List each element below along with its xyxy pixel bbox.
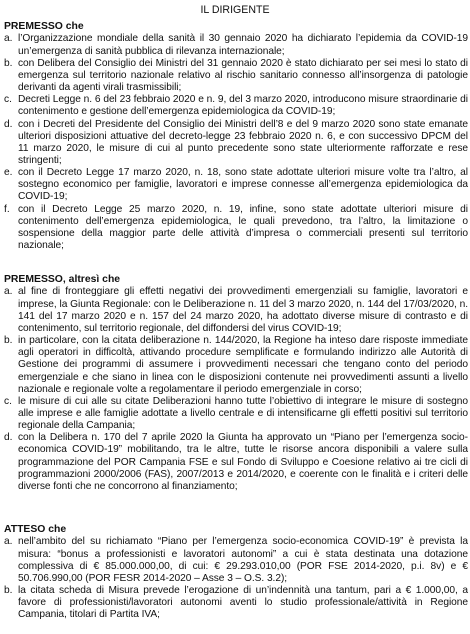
list-item-text: le misure di cui alle su citate Deliberazioni hanno tutte l’obiettivo di integrare le misure di sostegno alle imprese e alle famiglie adottate a livello centrale e di intensificarne gli effetti positivi sul territorio regionale della Campania; bbox=[18, 395, 468, 432]
section-heading: PREMESSO che bbox=[4, 21, 84, 32]
list-marker: c. bbox=[4, 395, 12, 407]
list-item-text: con i Decreti del Presidente del Consiglio dei Ministri dell’8 e del 9 marzo 2020 sono state emanate ulteriori disposizioni attuative del decreto-legge 23 febbraio 2020 n. 6, e con successivo DPCM del 11 marzo 2020, le misure di cui al punto precedente sono state ulteriormente rafforzate e rese stringenti; bbox=[18, 118, 468, 166]
list-marker: c. bbox=[4, 94, 12, 106]
list-marker: f. bbox=[4, 203, 10, 215]
list-item bbox=[4, 585, 468, 621]
list-item-text: in particolare, con la citata deliberazione n. 144/2020, la Regione ha inteso dare risposte immediate agli operatori in difficoltà, attivando procedure semplificate e formulando indirizzo alle Autorità di Gestione dei programmi di assumere i provvedimenti necessari che tengano conto del periodo emergenziale e che siano in linea con le disposizioni contenute nei provvedimenti assunti a livello nazionale e regionale volte a regolamentare il periodo emergenziale in corso; bbox=[18, 335, 468, 395]
list-item-text: la citata scheda di Misura prevede l’erogazione di un’indennità una tantum, pari a € 1.000,00, a favore di professionisti/lavoratori autonomi aventi lo studio professionale/attività in Regione Campania, titolari di Partita IVA; bbox=[18, 585, 468, 621]
list-item bbox=[4, 286, 468, 335]
list-marker: a. bbox=[4, 286, 13, 298]
list-item-text: con il Decreto Legge 25 marzo 2020, n. 19, infine, sono state adottate ulteriori misure di contenimento dell’emergenza epidemiologica, le quali prevedono, tra l’altro, la limitazione o sospensione della maggior parte delle attività d’impresa o commerciali presenti sul territorio nazionale; bbox=[18, 203, 468, 252]
list-item-text: con Delibera del Consiglio dei Ministri del 31 gennaio 2020 è stato dichiarato per sei mesi lo stato di emergenza sul territorio nazionale relativo al rischio sanitario connesso all’insorgenza di patologie derivanti da agenti virali trasmissibili; bbox=[18, 57, 468, 94]
list-item bbox=[4, 33, 468, 57]
section-premesso bbox=[4, 21, 468, 252]
list-marker: b. bbox=[4, 585, 13, 597]
list-marker: b. bbox=[4, 57, 13, 69]
document-title: IL DIRIGENTE bbox=[200, 4, 270, 16]
list-item bbox=[4, 58, 468, 94]
list-marker: e. bbox=[4, 167, 13, 179]
list-item bbox=[4, 396, 468, 432]
list-item bbox=[4, 119, 468, 168]
list-item-text: al fine di fronteggiare gli effetti negativi dei provvedimenti emergenziali su famiglie, lavoratori e imprese, la Giunta Regionale: con le Deliberazione n. 11 del 3 marzo 2020, n. 144 del 17/03/2020, n. 141 del 17 marzo 2020 e n. 157 del 24 marzo 2020, ha adottato diverse misure di contrasto e di contenimento, sul territorio regionale, del diffondersi del virus COVID-19; bbox=[18, 286, 468, 334]
list-item bbox=[4, 167, 468, 203]
section-premesso-altresi bbox=[4, 274, 468, 493]
list-item-text: con la Delibera n. 170 del 7 aprile 2020 la Giunta ha approvato un “Piano per l’emergenza socio-economica COVID-19” mobilitando, tra le altre, tutte le risorse ancora disponibili a valere sulla programmazione del POR Campania FSE e sul Fondo di Sviluppo e Coesione relativo ai tre cicli di programmazioni 2000/2006 (FAS), 2007/2013 e 2014/2020, e coerente con le finalità e i criteri delle diverse fonti che ne concorrono al finanziamento; bbox=[18, 432, 468, 492]
list-item-text: nell’ambito del su richiamato “Piano per l’emergenza socio-economica COVID-19” è prevista la misura: “bonus a professionisti e lavoratori autonomi” a cui è stata destinata una dotazione complessiva di € 85.000.000,00, di cui: € 29.293.010,00 (POR FSE 2014-2020, p.i. 8v) e € 50.706.990,00 (POR FESR 2014-2020 – Asse 3 – O.S. 3.2); bbox=[18, 536, 468, 584]
list-item-text: Decreti Legge n. 6 del 23 febbraio 2020 e n. 9, del 3 marzo 2020, introducono misure straordinarie di contenimento e gestione dell’emergenza epidemiologica da COVID-19; bbox=[18, 94, 468, 118]
list-marker: a. bbox=[4, 536, 13, 548]
section-heading: ATTESO che bbox=[4, 524, 67, 535]
section-heading: PREMESSO, altresì che bbox=[4, 274, 121, 285]
list-item bbox=[4, 204, 468, 253]
list-marker: b. bbox=[4, 335, 13, 347]
list-item-text: con il Decreto Legge 17 marzo 2020, n. 18, sono state adottate ulteriori misure volte tra l’altro, al sostegno economico per famiglie, lavoratori e imprese connesse all’emergenza epidemiologica da COVID-19; bbox=[18, 167, 468, 203]
list-item bbox=[4, 94, 468, 118]
list-item bbox=[4, 335, 468, 396]
list-marker: d. bbox=[4, 118, 13, 130]
list-item bbox=[4, 536, 468, 585]
list-marker: d. bbox=[4, 432, 13, 444]
list-marker: a. bbox=[4, 33, 13, 45]
list-item-text: l’Organizzazione mondiale della sanità il 30 gennaio 2020 ha dichiarato l’epidemia da COVID-19 un’emergenza di sanità pubblica di rilevanza internazionale; bbox=[18, 33, 468, 57]
section-atteso bbox=[4, 524, 468, 622]
list-item bbox=[4, 432, 468, 493]
